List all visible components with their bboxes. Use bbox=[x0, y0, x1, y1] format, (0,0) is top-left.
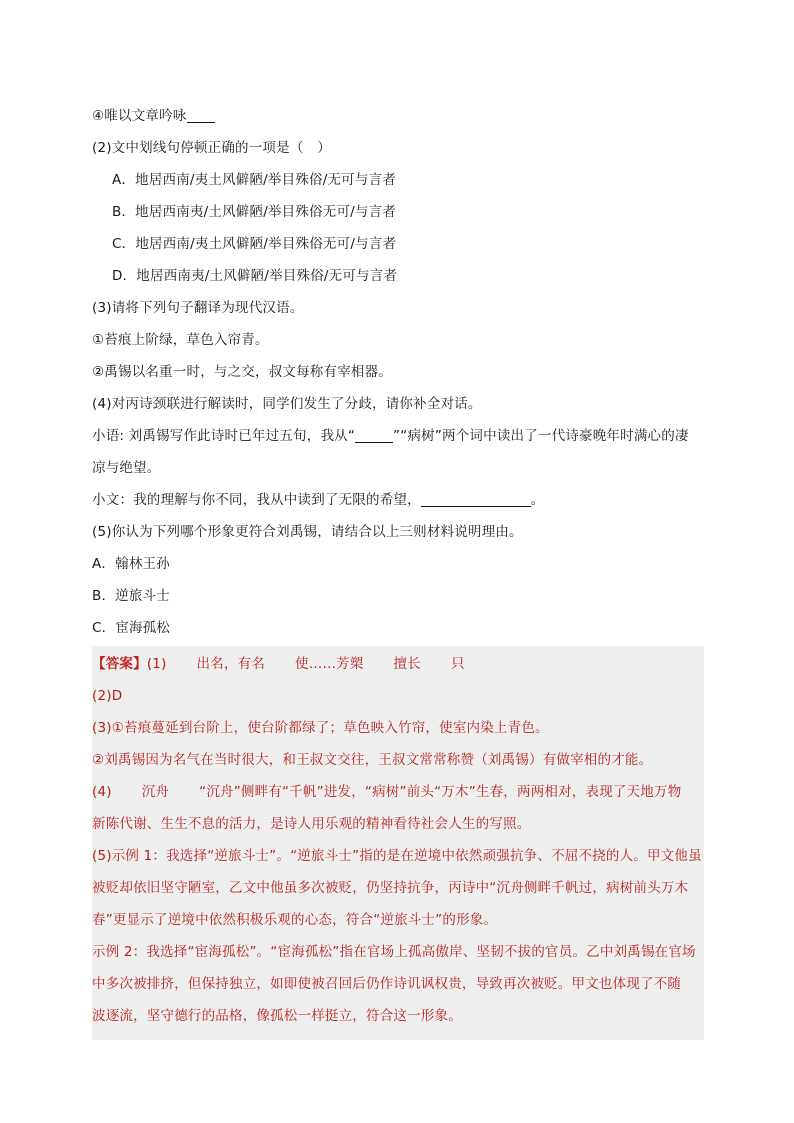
answer-5-line5: 中多次被排挤，但保持独立，如即使被召回后仍作诗讥讽权贵，导致再次被贬。甲文也体现了不随 bbox=[92, 976, 682, 992]
q2-prompt: (2)文中划线句停顿正确的一项是（ ） bbox=[92, 140, 331, 156]
answer-5-line3: 春”更显示了逆境中依然积极乐观的心态，符合“逆旅斗士”的形象。 bbox=[92, 912, 498, 928]
answer-4-word: 沉舟 bbox=[141, 784, 170, 800]
xiaoyu-before: 小语: 刘禹锡写作此诗时已年过五旬，我从“ bbox=[92, 428, 356, 444]
q5-option-b: B．逆旅斗士 bbox=[92, 588, 170, 604]
answer-5-line6: 波逐流，坚守德行的品格，像孤松一样挺立，符合这一形象。 bbox=[92, 1008, 462, 1024]
q3-prompt: (3)请将下列句子翻译为现代汉语。 bbox=[92, 300, 304, 316]
answer-1-part: 只 bbox=[450, 656, 465, 672]
answer-3-2: ②刘禹锡因为名气在当时很大，和王叔文交往，王叔文常常称赞（刘禹锡）有做宰相的才能。 bbox=[92, 752, 653, 768]
answer-1 bbox=[92, 648, 704, 680]
q2-option-d: D．地居西南夷/土风僻陋/举目殊俗/无可与言者 bbox=[112, 268, 398, 284]
answer-block bbox=[92, 646, 704, 1040]
q4-prompt: (4)对丙诗颈联进行解读时，同学们发生了分歧，请你补全对话。 bbox=[92, 396, 482, 412]
answer-4-cont: 新陈代谢、生生不息的活力，是诗人用乐观的精神看待社会人生的写照。 bbox=[92, 816, 531, 832]
xiaoyu-after: ”“病树”两个词中读出了一代诗豪晚年时满心的凄 bbox=[393, 428, 689, 444]
q2-option-c: C．地居西南/夷土风僻陋/举目殊俗无可/与言者 bbox=[112, 236, 397, 252]
answer-1-part: 出名，有名 bbox=[196, 656, 266, 672]
answer-5-line4: 示例 2：我选择“宦海孤松”。“宦海孤松”指在官场上孤高傲岸、坚韧不拔的官员。乙中刘禹锡在官场 bbox=[92, 944, 696, 960]
answer-tag: 【答案】 bbox=[92, 656, 147, 672]
q3-item1: ①苔痕上阶绿，草色入帘青。 bbox=[92, 332, 269, 348]
answer-1-part: 擅长 bbox=[393, 656, 421, 672]
q5-prompt: (5)你认为下列哪个形象更符合刘禹锡，请结合以上三则材料说明理由。 bbox=[92, 524, 523, 540]
answer-blank bbox=[187, 107, 215, 123]
xiaowen-after: 。 bbox=[530, 492, 545, 508]
q1-item4-text: ④唯以文章吟咏 bbox=[92, 108, 187, 124]
q2-option-a: A．地居西南/夷土风僻陋/举目殊俗/无可与言者 bbox=[112, 172, 396, 188]
q4-xiaowen bbox=[92, 484, 704, 516]
answer-blank bbox=[421, 491, 531, 507]
answer-2: (2)D bbox=[92, 688, 123, 704]
answer-4 bbox=[92, 776, 704, 808]
q1-item4 bbox=[92, 100, 704, 132]
q3-item2: ②禹锡以名重一时，与之交，叔文每称有宰相器。 bbox=[92, 364, 393, 380]
answer-5-line2: 被贬却依旧坚守陋室，乙文中他虽多次被贬，仍坚持抗争，丙诗中“沉舟侧畔千帆过，病树前头万木 bbox=[92, 880, 689, 896]
answer-5-line1: (5)示例 1：我选择“逆旅斗士”。“逆旅斗士”指的是在逆境中依然顽强抗争、不屈不挠的人。甲文他虽 bbox=[92, 848, 702, 864]
answer-1-part: 使……芳槊 bbox=[295, 656, 364, 672]
answer-1-num: (1) bbox=[146, 656, 167, 672]
answer-blank bbox=[355, 427, 393, 443]
answer-4-num: (4) bbox=[92, 784, 112, 800]
answer-3-1: (3)①苔痕蔓延到台阶上，使台阶都绿了；草色映入竹帘，使室内染上青色。 bbox=[92, 720, 549, 736]
q5-option-c: C．宦海孤松 bbox=[92, 620, 171, 636]
q5-option-a: A．翰林王孙 bbox=[92, 556, 170, 572]
q4-xiaoyu bbox=[92, 420, 704, 452]
content bbox=[92, 100, 704, 1040]
q4-xiaoyu-cont: 凉与绝望。 bbox=[92, 460, 161, 476]
answer-4-text: “沉舟”侧畔有“千帆”进发，“病树”前头“万木”生春，两两相对，表现了天地万物 bbox=[199, 784, 682, 800]
q2-option-b: B．地居西南夷/土风僻陋/举目殊俗无可/与言者 bbox=[112, 204, 397, 220]
xiaowen-before: 小文：我的理解与你不同，我从中读到了无限的希望， bbox=[92, 492, 421, 508]
